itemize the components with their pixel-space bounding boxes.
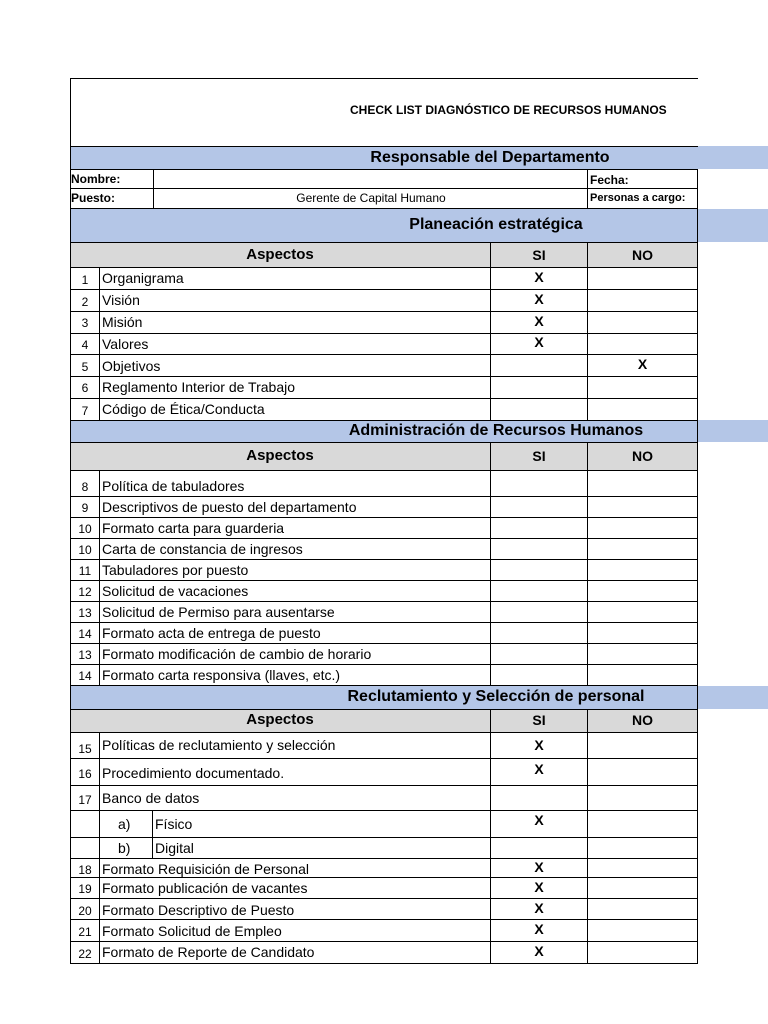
grid-line <box>70 709 698 710</box>
personas-label: Personas a cargo: <box>590 192 686 204</box>
grid-line <box>70 963 698 964</box>
grid-line <box>587 709 588 963</box>
sub-item-text: Digital <box>155 840 194 856</box>
grid-line <box>70 146 698 147</box>
si-mark[interactable]: X <box>534 269 544 285</box>
fecha-label: Fecha: <box>590 173 629 187</box>
grid-line <box>587 169 588 208</box>
item-number: 6 <box>81 381 89 395</box>
grid-line <box>70 267 698 268</box>
item-number: 3 <box>81 316 89 330</box>
item-number: 17 <box>78 793 92 807</box>
item-number: 11 <box>78 564 92 578</box>
grid-line <box>490 442 491 685</box>
item-text: Carta de constancia de ingresos <box>102 541 303 557</box>
si-mark[interactable]: X <box>534 291 544 307</box>
sub-item-marker: a) <box>118 816 131 832</box>
grid-line <box>70 758 698 759</box>
item-text: Formato Descriptivo de Puesto <box>102 902 295 918</box>
grid-line <box>70 398 698 399</box>
grid-line <box>70 442 698 443</box>
si-mark[interactable]: X <box>534 879 544 895</box>
grid-line <box>70 919 698 920</box>
grid-line <box>99 470 100 685</box>
item-number: 2 <box>81 295 89 309</box>
item-text: Reglamento Interior de Trabajo <box>102 379 295 395</box>
item-number: 12 <box>78 585 92 599</box>
grid-line <box>70 420 698 421</box>
grid-line <box>70 810 698 811</box>
sub-item-text: Físico <box>155 816 193 832</box>
grid-line <box>70 877 698 878</box>
si-mark[interactable]: X <box>534 812 544 828</box>
column-si-header: SI <box>532 712 546 728</box>
responsable-heading: Responsable del Departamento <box>370 149 610 166</box>
item-number: 14 <box>78 669 92 683</box>
si-mark[interactable]: X <box>534 921 544 937</box>
grid-line <box>70 354 698 355</box>
section-heading-administracion: Administración de Recursos Humanos <box>348 422 644 439</box>
column-aspectos-header: Aspectos <box>246 447 314 464</box>
puesto-label: Puesto: <box>71 191 116 205</box>
item-number: 4 <box>81 338 89 352</box>
column-no-header: NO <box>632 712 653 728</box>
item-text: Formato de Reporte de Candidato <box>102 944 315 960</box>
item-text: Organigrama <box>102 270 184 286</box>
si-mark[interactable]: X <box>534 859 544 875</box>
grid-line <box>70 601 698 602</box>
item-number: 13 <box>78 606 92 620</box>
grid-line <box>70 580 698 581</box>
item-text: Procedimiento documentado. <box>102 765 285 781</box>
item-number: 1 <box>81 273 89 287</box>
item-text: Formato modificación de cambio de horario <box>102 646 372 662</box>
grid-line <box>70 289 698 290</box>
grid-line <box>70 496 698 497</box>
nombre-label: Nombre: <box>71 172 121 186</box>
grid-line <box>70 664 698 665</box>
grid-line <box>70 837 698 838</box>
grid-line <box>70 169 698 170</box>
si-mark[interactable]: X <box>534 334 544 350</box>
grid-line <box>70 188 698 189</box>
item-text: Valores <box>102 336 149 352</box>
item-text: Formato carta para guarderia <box>102 520 285 536</box>
grid-line <box>70 242 698 243</box>
section-heading-planeacion: Planeación estratégica <box>409 216 583 233</box>
item-text: Solicitud de vacaciones <box>102 583 249 599</box>
item-number: 16 <box>78 767 92 781</box>
grid-line <box>70 78 71 964</box>
column-si-header: SI <box>532 448 546 464</box>
column-no-header: NO <box>632 247 653 263</box>
item-number: 13 <box>78 648 92 662</box>
grid-line <box>152 810 153 858</box>
grid-line <box>490 709 491 963</box>
grid-line <box>153 169 154 208</box>
item-text: Política de tabuladores <box>102 478 245 494</box>
item-number: 9 <box>81 501 89 515</box>
si-mark[interactable]: X <box>534 943 544 959</box>
sub-item-marker: b) <box>118 840 131 856</box>
grid-line <box>587 442 588 685</box>
si-mark[interactable]: X <box>534 737 544 753</box>
item-text: Solicitud de Permiso para ausentarse <box>102 604 335 620</box>
grid-line <box>490 242 491 420</box>
grid-line <box>70 559 698 560</box>
item-number: 20 <box>78 904 92 918</box>
grid-line <box>70 685 698 686</box>
grid-line <box>99 732 100 963</box>
item-number: 21 <box>78 925 92 939</box>
item-number: 15 <box>78 742 92 756</box>
item-number: 10 <box>78 543 92 557</box>
si-mark[interactable]: X <box>534 761 544 777</box>
grid-line <box>70 898 698 899</box>
item-number: 8 <box>81 480 89 494</box>
item-number: 5 <box>81 360 89 374</box>
grid-line <box>70 941 698 942</box>
item-text: Formato publicación de vacantes <box>102 880 308 896</box>
grid-line <box>99 267 100 420</box>
column-no-header: NO <box>632 448 653 464</box>
item-text: Banco de datos <box>102 790 200 806</box>
grid-line <box>70 311 698 312</box>
item-number: 18 <box>78 863 92 877</box>
item-text: Formato Requisición de Personal <box>102 861 309 877</box>
item-text: Formato carta responsiva (llaves, etc.) <box>102 667 341 683</box>
item-text: Formato acta de entrega de puesto <box>102 625 321 641</box>
grid-line <box>70 517 698 518</box>
grid-line <box>70 208 698 209</box>
grid-line <box>70 78 698 79</box>
item-text: Objetivos <box>102 358 161 374</box>
puesto-value[interactable]: Gerente de Capital Humano <box>296 191 446 205</box>
grid-line <box>70 376 698 377</box>
item-number: 14 <box>78 627 92 641</box>
no-mark[interactable]: X <box>637 356 648 372</box>
column-aspectos-header: Aspectos <box>246 246 314 263</box>
column-aspectos-header: Aspectos <box>246 711 314 728</box>
grid-line <box>70 643 698 644</box>
item-number: 22 <box>78 947 92 961</box>
grid-line <box>70 470 698 471</box>
item-text: Misión <box>102 314 143 330</box>
si-mark[interactable]: X <box>534 313 544 329</box>
item-text: Descriptivos de puesto del departamento <box>102 499 357 515</box>
item-text: Código de Ética/Conducta <box>102 401 265 417</box>
item-text: Formato Solicitud de Empleo <box>102 923 282 939</box>
si-mark[interactable]: X <box>534 900 544 916</box>
column-si-header: SI <box>532 247 546 263</box>
grid-line <box>70 538 698 539</box>
item-number: 10 <box>78 522 92 536</box>
item-text: Políticas de reclutamiento y selección <box>102 737 336 753</box>
item-number: 7 <box>81 404 89 418</box>
page-title: CHECK LIST DIAGNÓSTICO DE RECURSOS HUMANOS <box>350 103 667 117</box>
grid-line <box>70 732 698 733</box>
grid-line <box>70 785 698 786</box>
grid-line <box>70 333 698 334</box>
grid-line <box>587 242 588 420</box>
section-heading-reclutamiento: Reclutamiento y Selección de personal <box>347 688 645 705</box>
grid-line <box>70 858 698 859</box>
grid-line <box>70 622 698 623</box>
item-text: Tabuladores por puesto <box>102 562 249 578</box>
item-text: Visión <box>102 292 140 308</box>
item-number: 19 <box>78 882 92 896</box>
